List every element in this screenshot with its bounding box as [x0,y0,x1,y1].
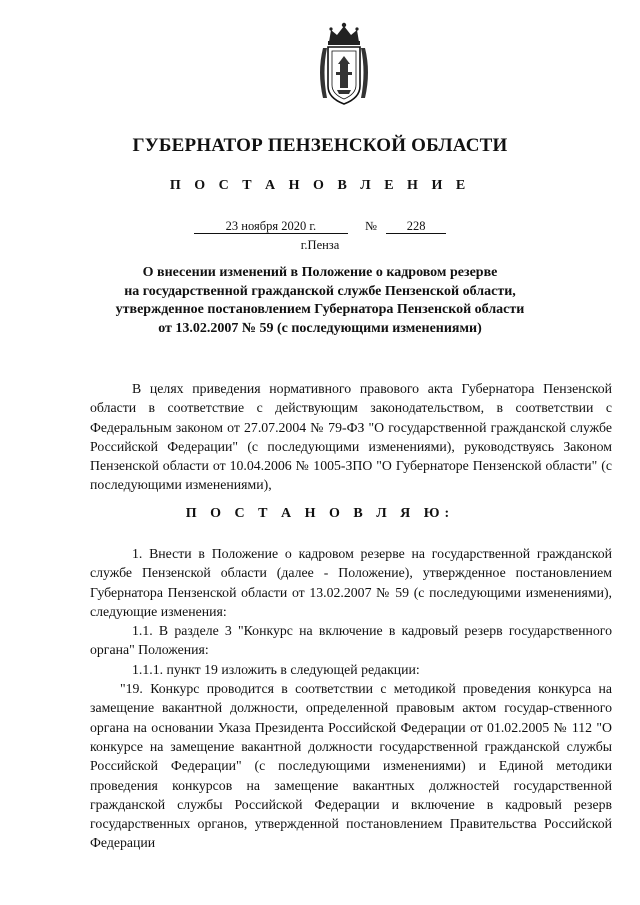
paragraph-1-1: 1.1. В разделе 3 "Конкурс на включение в кадровый резерв государственного органа" Положения: [90,623,612,658]
document-title [60,264,580,338]
resolution-body [90,544,612,853]
preamble-section [90,379,612,495]
paragraph-19-text: "19. Конкурс проводится в соответствии с методикой проведения конкурса на замещение вакантной должности, определенной правовым актом государ-ственного органа на основании Указа Президента Российской Федерации от 01.02.2005 № 112 "О конкурсе на замещение вакантной должности государственной гражданской службы Российской Федерации" (с последующими изменениями) и Единой методики проведения конкурсов на замещение вакантных должностей государственной гражданской службы Российской Федерации и включение в кадровый резерв государственных органов, утвержденной постановлением Правительства Российской Федерации [90,681,612,851]
resolve-heading: П О С Т А Н О В Л Я Ю: [185,506,455,521]
coat-of-arms-icon [315,22,373,106]
issuing-authority: ГУБЕРНАТОР ПЕНЗЕНСКОЙ ОБЛАСТИ [132,135,508,156]
preamble-paragraph: В целях приведения нормативного правового акта Губернатора Пензенской области в соответствие с действующим законодательством, в соответствии с Федеральным законом от 27.07.2004 № 79-ФЗ "О государственной гражданской службе Российской Федерации" (с последующими изменениями), руководствуясь Законом Пензенской области от 10.04.2006 № 1005-ЗПО "О Губернаторе Пензенской области" (с последующими изменениями), [90,381,612,493]
title-line: на государственной гражданской службе Пензенской области, [124,283,516,299]
document-date: 23 ноября 2020 г. [194,219,348,234]
paragraph-1: 1. Внести в Положение о кадровом резерве на государственной гражданской службе Пензенской области (далее - Положение), утвержденное постановлением Губернатора Пензенской области от 13.02.2007 № 59 (с последующими изменениями), следующие изменения: [90,546,612,619]
number-sign: № [365,219,377,233]
document-number: 228 [386,219,446,234]
document-city: г.Пенза [300,238,340,252]
title-line: утвержденное постановлением Губернатора Пензенской области [115,302,525,317]
date-number-line [0,219,640,234]
paragraph-1-1-1: 1.1.1. пункт 19 изложить в следующей редакции: [132,661,420,677]
title-line: О внесении изменений в Положение о кадровом резерве [142,265,498,280]
document-type: П О С Т А Н О В Л Е Н И Е [169,178,471,193]
title-line: от 13.02.2007 № 59 (с последующими изменениями) [158,320,482,336]
